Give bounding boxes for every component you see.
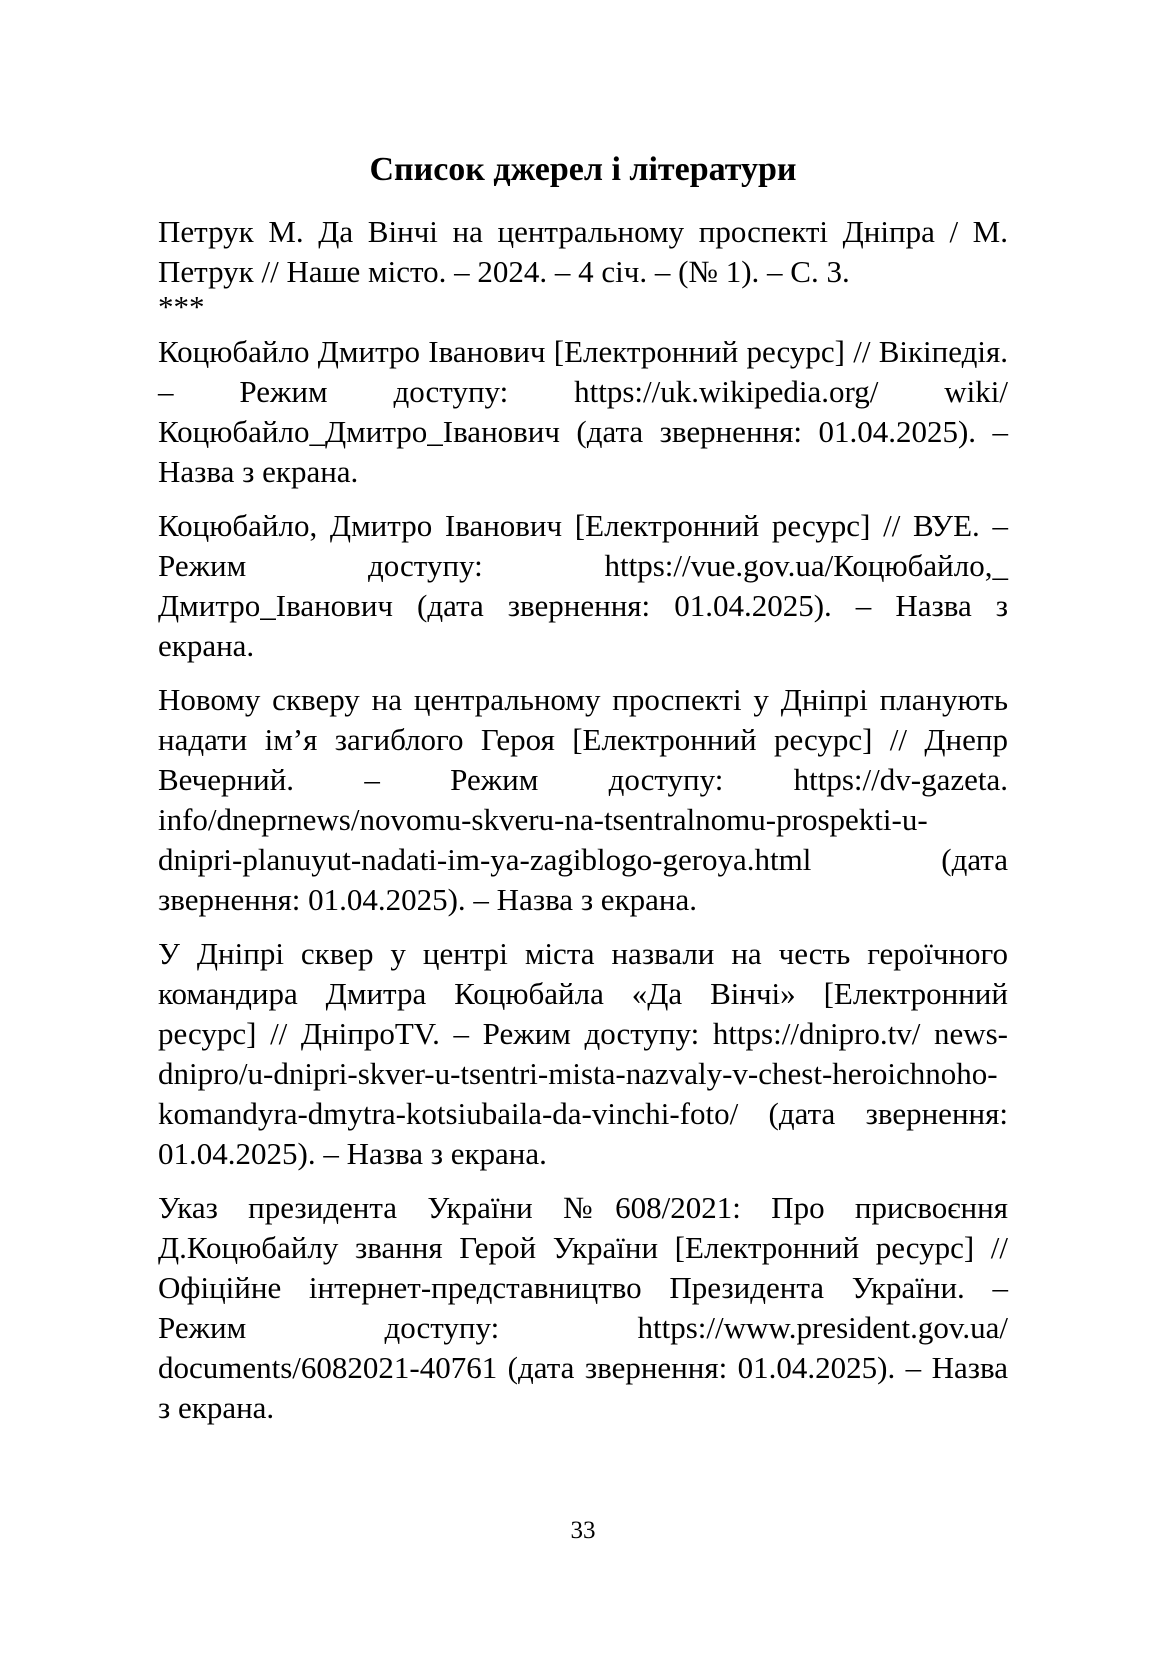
section-separator: ***: [158, 289, 205, 324]
bibliography-entry-6: Указ президента України №608/2021: Про присвоєння Д.Коцюбайлу звання Герой України [Електронний ресурс] // Офіційне інтернет-представництво Президента України. – Режим доступу: https://www.president.gov.ua/ documents/6082021-40761 (дата звернення: 01.04.2025). – Назва з екрана.: [158, 1190, 1008, 1425]
bibliography-entry-3: Коцюбайло, Дмитро Іванович [Електронний ресурс] // ВУЕ. – Режим доступу: https://vue.gov.ua/Коцюбайло,_ Дмитро_Іванович (дата звернення: 01.04.2025). – Назва з екрана.: [158, 508, 1008, 663]
page-title: Список джерел і літератури: [369, 151, 797, 188]
bibliography-entry-5: У Дніпрі сквер у центрі міста назвали на честь героїчного командира Дмитра Коцюбайла «Да Вінчі» [Електронний ресурс] // ДніпроTV. – Режим доступу: https://dnipro.tv/ news-dnipro/u-dnipri-skver-u-tsentri-mista-nazvaly-v-chest-heroichnoho-komandyra-dmytra-kotsiubaila-da-vinchi-foto/ (дата звернення: 01.04.2025). – Назва з екрана.: [158, 936, 1008, 1171]
bibliography-entry-4: Новому скверу на центральному проспекті у Дніпрі планують надати ім’я загиблого Героя [Електронний ресурс] // Днепр Вечерний. – Режим доступу: https://dv-gazeta. info/dneprnews/novomu-skveru-na-tsentralnomu-prospekti-u-dnipri-planuyut-nadati-im-ya-zagiblogo-geroya.html (дата звернення: 01.04.2025). – Назва з екрана.: [158, 682, 1008, 917]
document-page: [158, 0, 1008, 1654]
bibliography-list: [158, 212, 1008, 1442]
page-number: 33: [570, 1517, 596, 1544]
bibliography-entry-1: Петрук М. Да Вінчі на центральному проспекті Дніпра / М. Петрук // Наше місто. – 2024. – 4 січ. – (№ 1). – С. 3.: [158, 214, 1008, 289]
bibliography-entry-2: Коцюбайло Дмитро Іванович [Електронний ресурс] // Вікіпедія. – Режим доступу: https://uk.wikipedia.org/ wiki/Коцюбайло_Дмитро_Іванович (дата звернення: 01.04.2025). – Назва з екрана.: [158, 334, 1008, 489]
